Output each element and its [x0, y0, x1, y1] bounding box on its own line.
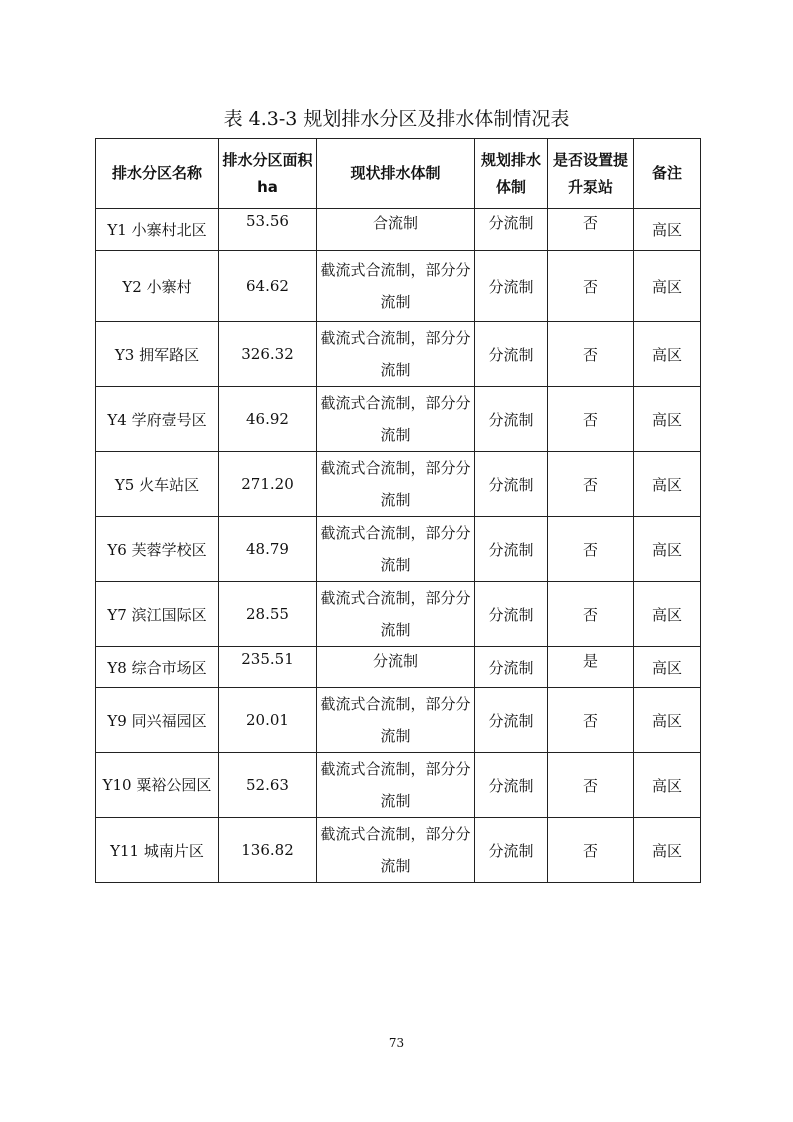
cell-current-system: 截流式合流制，部分分流制 [317, 517, 475, 582]
cell-current-system: 截流式合流制，部分分流制 [317, 251, 475, 322]
cell-zone-name: Y2 小寨村 [96, 251, 219, 322]
cell-area: 20.01 [219, 688, 317, 753]
cell-area: 46.92 [219, 387, 317, 452]
cell-note: 高区 [634, 647, 701, 688]
page-number: 73 [388, 1036, 405, 1050]
cell-area: 235.51 [219, 647, 317, 688]
cell-pump: 否 [548, 753, 634, 818]
cell-area: 48.79 [219, 517, 317, 582]
cell-current-system: 分流制 [317, 647, 475, 688]
header-note: 备注 [634, 139, 701, 209]
cell-planned-system: 分流制 [475, 251, 548, 322]
cell-pump: 否 [548, 387, 634, 452]
table-row [96, 647, 701, 688]
cell-area: 64.62 [219, 251, 317, 322]
table-header-row [96, 139, 701, 209]
cell-zone-name: Y7 滨江国际区 [96, 582, 219, 647]
cell-planned-system: 分流制 [475, 322, 548, 387]
cell-planned-system: 分流制 [475, 818, 548, 883]
cell-current-system: 截流式合流制，部分分流制 [317, 322, 475, 387]
cell-area: 53.56 [219, 209, 317, 251]
cell-pump: 否 [548, 818, 634, 883]
table-row [96, 251, 701, 322]
cell-zone-name: Y8 综合市场区 [96, 647, 219, 688]
cell-pump: 否 [548, 582, 634, 647]
cell-current-system: 截流式合流制，部分分流制 [317, 818, 475, 883]
cell-note: 高区 [634, 818, 701, 883]
table-row [96, 818, 701, 883]
cell-zone-name: Y3 拥军路区 [96, 322, 219, 387]
header-pump-station: 是否设置提升泵站 [548, 139, 634, 209]
cell-zone-name: Y5 火车站区 [96, 452, 219, 517]
cell-planned-system: 分流制 [475, 647, 548, 688]
cell-planned-system: 分流制 [475, 209, 548, 251]
cell-pump: 否 [548, 517, 634, 582]
cell-pump: 否 [548, 251, 634, 322]
table-row [96, 753, 701, 818]
cell-pump: 否 [548, 688, 634, 753]
cell-note: 高区 [634, 582, 701, 647]
cell-planned-system: 分流制 [475, 582, 548, 647]
cell-planned-system: 分流制 [475, 753, 548, 818]
cell-pump: 否 [548, 209, 634, 251]
header-current-system: 现状排水体制 [317, 139, 475, 209]
cell-area: 136.82 [219, 818, 317, 883]
cell-note: 高区 [634, 688, 701, 753]
cell-zone-name: Y11 城南片区 [96, 818, 219, 883]
cell-zone-name: Y6 芙蓉学校区 [96, 517, 219, 582]
table-row [96, 209, 701, 251]
table-row [96, 517, 701, 582]
cell-note: 高区 [634, 209, 701, 251]
cell-note: 高区 [634, 322, 701, 387]
cell-pump: 是 [548, 647, 634, 688]
table-row [96, 387, 701, 452]
cell-zone-name: Y4 学府壹号区 [96, 387, 219, 452]
cell-area: 271.20 [219, 452, 317, 517]
table-row [96, 582, 701, 647]
cell-current-system: 截流式合流制，部分分流制 [317, 452, 475, 517]
table-caption: 表 4.3-3 规划排水分区及排水体制情况表 [223, 108, 570, 130]
cell-planned-system: 分流制 [475, 452, 548, 517]
cell-area: 52.63 [219, 753, 317, 818]
drainage-zone-table [95, 138, 701, 883]
cell-current-system: 截流式合流制，部分分流制 [317, 387, 475, 452]
cell-current-system: 截流式合流制，部分分流制 [317, 688, 475, 753]
cell-note: 高区 [634, 517, 701, 582]
cell-pump: 否 [548, 322, 634, 387]
cell-zone-name: Y10 粟裕公园区 [96, 753, 219, 818]
cell-note: 高区 [634, 452, 701, 517]
cell-zone-name: Y1 小寨村北区 [96, 209, 219, 251]
cell-current-system: 截流式合流制，部分分流制 [317, 753, 475, 818]
cell-planned-system: 分流制 [475, 387, 548, 452]
cell-area: 28.55 [219, 582, 317, 647]
cell-current-system: 截流式合流制，部分分流制 [317, 582, 475, 647]
cell-area: 326.32 [219, 322, 317, 387]
cell-note: 高区 [634, 387, 701, 452]
header-zone-area: 排水分区面积 ha [219, 139, 317, 209]
table-row [96, 452, 701, 517]
cell-planned-system: 分流制 [475, 688, 548, 753]
table-row [96, 688, 701, 753]
header-planned-system: 规划排水体制 [475, 139, 548, 209]
cell-current-system: 合流制 [317, 209, 475, 251]
cell-note: 高区 [634, 753, 701, 818]
table-row [96, 322, 701, 387]
cell-zone-name: Y9 同兴福园区 [96, 688, 219, 753]
cell-planned-system: 分流制 [475, 517, 548, 582]
header-zone-name: 排水分区名称 [96, 139, 219, 209]
cell-note: 高区 [634, 251, 701, 322]
cell-pump: 否 [548, 452, 634, 517]
